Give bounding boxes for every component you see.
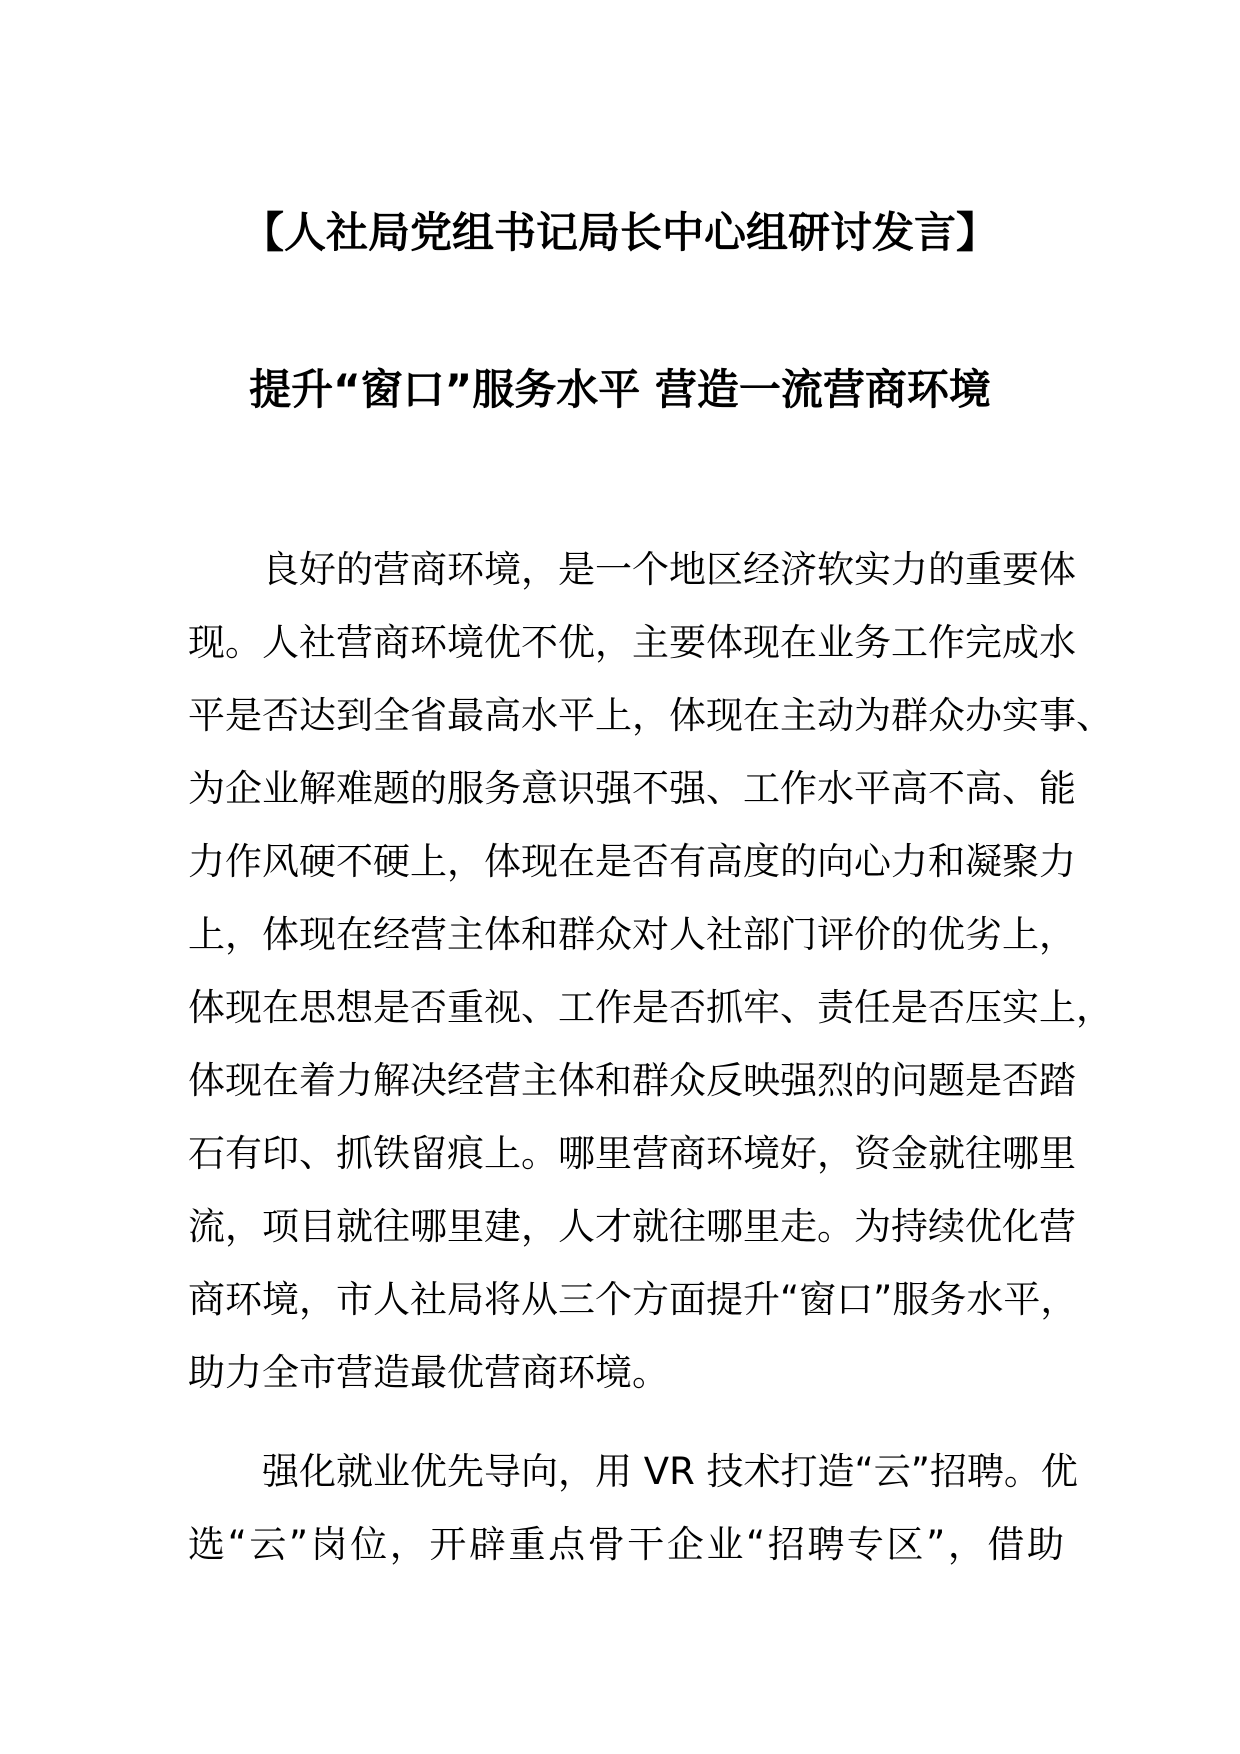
paragraph-1-line-7: 体现在思想是否重视、工作是否抓牢、责任是否压实上，: [188, 986, 1113, 1029]
document-title-line-2: 提升“窗口”服务水平 营造一流营商环境: [249, 365, 991, 414]
paragraph-1-line-10: 流，项目就往哪里建，人才就往哪里走。为持续优化营: [188, 1205, 1076, 1248]
paragraph-1-line-11: 商环境，市人社局将从三个方面提升“窗口”服务水平，: [188, 1278, 1078, 1321]
paragraph-1-line-9: 石有印、抓铁留痕上。哪里营商环境好，资金就往哪里: [188, 1132, 1076, 1175]
paragraph-2-line-1: 强化就业优先导向，用 VR 技术打造“云”招聘。优: [262, 1450, 1078, 1493]
paragraph-1-line-8: 体现在着力解决经营主体和群众反映强烈的问题是否踏: [188, 1059, 1076, 1102]
paragraph-1-line-5: 力作风硬不硬上，体现在是否有高度的向心力和凝聚力: [188, 840, 1076, 883]
paragraph-1-line-3: 平是否达到全省最高水平上，体现在主动为群众办实事、: [188, 694, 1113, 737]
paragraph-1-line-2: 现。人社营商环境优不优，主要体现在业务工作完成水: [188, 621, 1076, 664]
document-title-line-1: 【人社局党组书记局长中心组研讨发言】: [241, 208, 998, 257]
paragraph-1-line-4: 为企业解难题的服务意识强不强、工作水平高不高、能: [188, 767, 1076, 810]
paragraph-1-line-6: 上，体现在经营主体和群众对人社部门评价的优劣上，: [188, 913, 1076, 956]
paragraph-1-line-12: 助力全市营造最优营商环境。: [188, 1351, 669, 1394]
paragraph-2-line-2: 选“云”岗位，开辟重点骨干企业“招聘专区”，借助: [188, 1523, 1064, 1566]
paragraph-1-line-1: 良好的营商环境，是一个地区经济软实力的重要体: [262, 548, 1076, 591]
